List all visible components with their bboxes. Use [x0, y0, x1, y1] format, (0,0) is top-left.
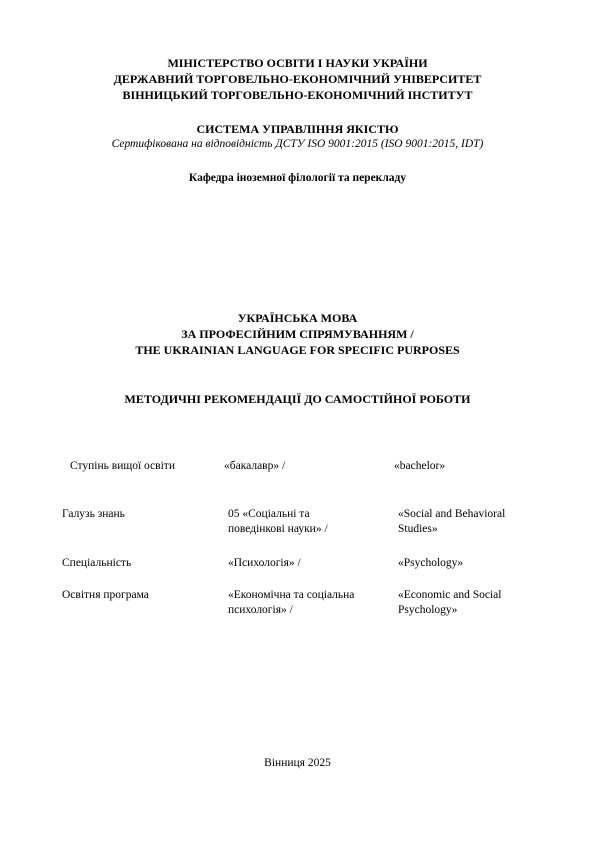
course-title-line3: THE UKRAINIAN LANGUAGE FOR SPECIFIC PURPOSES [135, 343, 460, 357]
document-type: МЕТОДИЧНІ РЕКОМЕНДАЦІЇ ДО САМОСТІЙНОЇ РОБОТИ [124, 392, 471, 406]
detail-ua-program: «Економічна та соціальна психологія» / [228, 589, 355, 616]
course-title-line2: ЗА ПРОФЕСІЙНИМ СПРЯМУВАННЯМ / [181, 327, 414, 341]
detail-label-program: Освітня програма [62, 589, 149, 601]
university-heading: ДЕРЖАВНИЙ ТОРГОВЕЛЬНО-ЕКОНОМІЧНИЙ УНІВЕРСИТЕТ [113, 72, 482, 86]
detail-ua-specialty: «Психологія» / [228, 557, 301, 569]
detail-en-field: «Social and Behavioral Studies» [398, 508, 506, 535]
quality-system-title: СИСТЕМА УПРАВЛІННЯ ЯКІСТЮ [196, 122, 399, 136]
detail-label-field: Галузь знань [62, 508, 125, 520]
detail-en-specialty: «Psychology» [398, 557, 464, 569]
course-title-line1: УКРАЇНСЬКА МОВА [237, 311, 358, 325]
detail-ua-degree: «бакалавр» / [224, 460, 286, 472]
certification-note: Сертифікована на відповідність ДСТУ ISO 9001:2015 (ISO 9001:2015, IDT) [111, 138, 484, 150]
detail-en-degree: «bachelor» [394, 460, 446, 472]
detail-label-degree: Ступінь вищої освіти [70, 460, 175, 472]
institute-heading: ВІННИЦЬКИЙ ТОРГОВЕЛЬНО-ЕКОНОМІЧНИЙ ІНСТИТУТ [122, 88, 473, 102]
ministry-heading: МІНІСТЕРСТВО ОСВІТИ І НАУКИ УКРАЇНИ [167, 56, 428, 70]
detail-label-specialty: Спеціальність [62, 557, 132, 569]
detail-en-program: «Economic and Social Psychology» [398, 589, 502, 616]
city-year: Вінниця 2025 [264, 757, 331, 769]
department-name: Кафедра іноземної філології та перекладу [188, 172, 407, 184]
detail-ua-field: 05 «Соціальні та поведінкові науки» / [228, 508, 328, 535]
